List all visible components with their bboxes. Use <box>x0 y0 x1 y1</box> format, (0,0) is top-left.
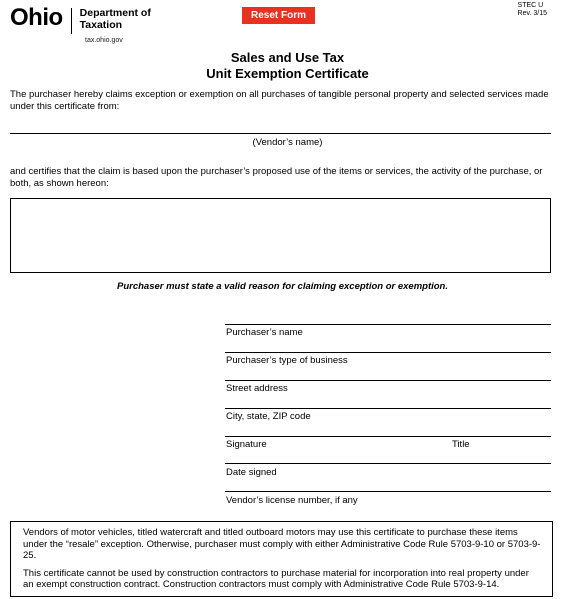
exemption-reason-textarea[interactable] <box>10 198 551 273</box>
street-address-field[interactable] <box>225 380 551 381</box>
certifies-paragraph: and certifies that the claim is based upon the purchaser’s proposed use of the items or services, the activity of the purchase, or both, as shown hereon: <box>10 166 543 189</box>
vendor-license-field[interactable] <box>225 491 551 492</box>
department-line1: Department of <box>79 7 151 19</box>
title-line1: Sales and Use Tax <box>230 50 345 65</box>
ohio-wordmark <box>10 6 63 30</box>
purchaser-name-label: Purchaser’s name <box>226 327 303 338</box>
date-signed-field[interactable] <box>225 463 551 464</box>
title-line2: Unit Exemption Certificate <box>206 66 369 81</box>
notice-paragraph-2: This certificate cannot be used by construction contractors to purchase material for incorporation into real property under an exempt construction contract. Construction contractors must comply with Administrative Code Rule 5703-9-14. <box>23 567 529 590</box>
form-id: STEC U <box>517 2 544 9</box>
business-type-label: Purchaser’s type of business <box>226 355 348 366</box>
form-revision: Rev. 3/15 <box>517 10 547 17</box>
vendor-license-label: Vendor’s license number, if any <box>226 495 358 506</box>
form-code <box>518 2 547 18</box>
date-signed-label: Date signed <box>226 467 277 478</box>
purchaser-name-field[interactable] <box>225 324 551 325</box>
department-line2: Taxation <box>79 19 123 31</box>
notice-paragraph-1: Vendors of motor vehicles, titled watercraft and titled outboard motors may use this certificate to purchase these items under the “resale” exception. Otherwise, purchaser must comply with either Administrative Code Rule 5703-9-10 or 5703-9-25. <box>23 527 541 561</box>
business-type-field[interactable] <box>225 352 551 353</box>
title-label: Title <box>452 439 470 450</box>
logo-divider <box>71 8 72 34</box>
city-state-zip-label: City, state, ZIP code <box>226 411 311 422</box>
must-state-notice: Purchaser must state a valid reason for claiming exception or exemption. <box>116 281 449 292</box>
city-state-zip-field[interactable] <box>225 408 551 409</box>
vendor-name-label: (Vendor’s name) <box>252 137 323 148</box>
street-address-label: Street address <box>226 383 288 394</box>
reset-form-button[interactable]: Reset Form <box>242 7 315 24</box>
ohio-logo <box>10 6 151 34</box>
vendor-name-field[interactable] <box>10 133 551 134</box>
signature-label: Signature <box>226 439 267 450</box>
notice-box <box>10 521 553 597</box>
ohio-logo-text: Ohio <box>10 4 63 31</box>
signature-title-field[interactable] <box>225 436 551 437</box>
website-url[interactable]: tax.ohio.gov <box>85 37 123 44</box>
page-title <box>0 50 575 82</box>
intro-paragraph: The purchaser hereby claims exception or exemption on all purchases of tangible personal property and selected services made under this certificate from: <box>10 89 549 112</box>
department-name <box>80 7 151 31</box>
